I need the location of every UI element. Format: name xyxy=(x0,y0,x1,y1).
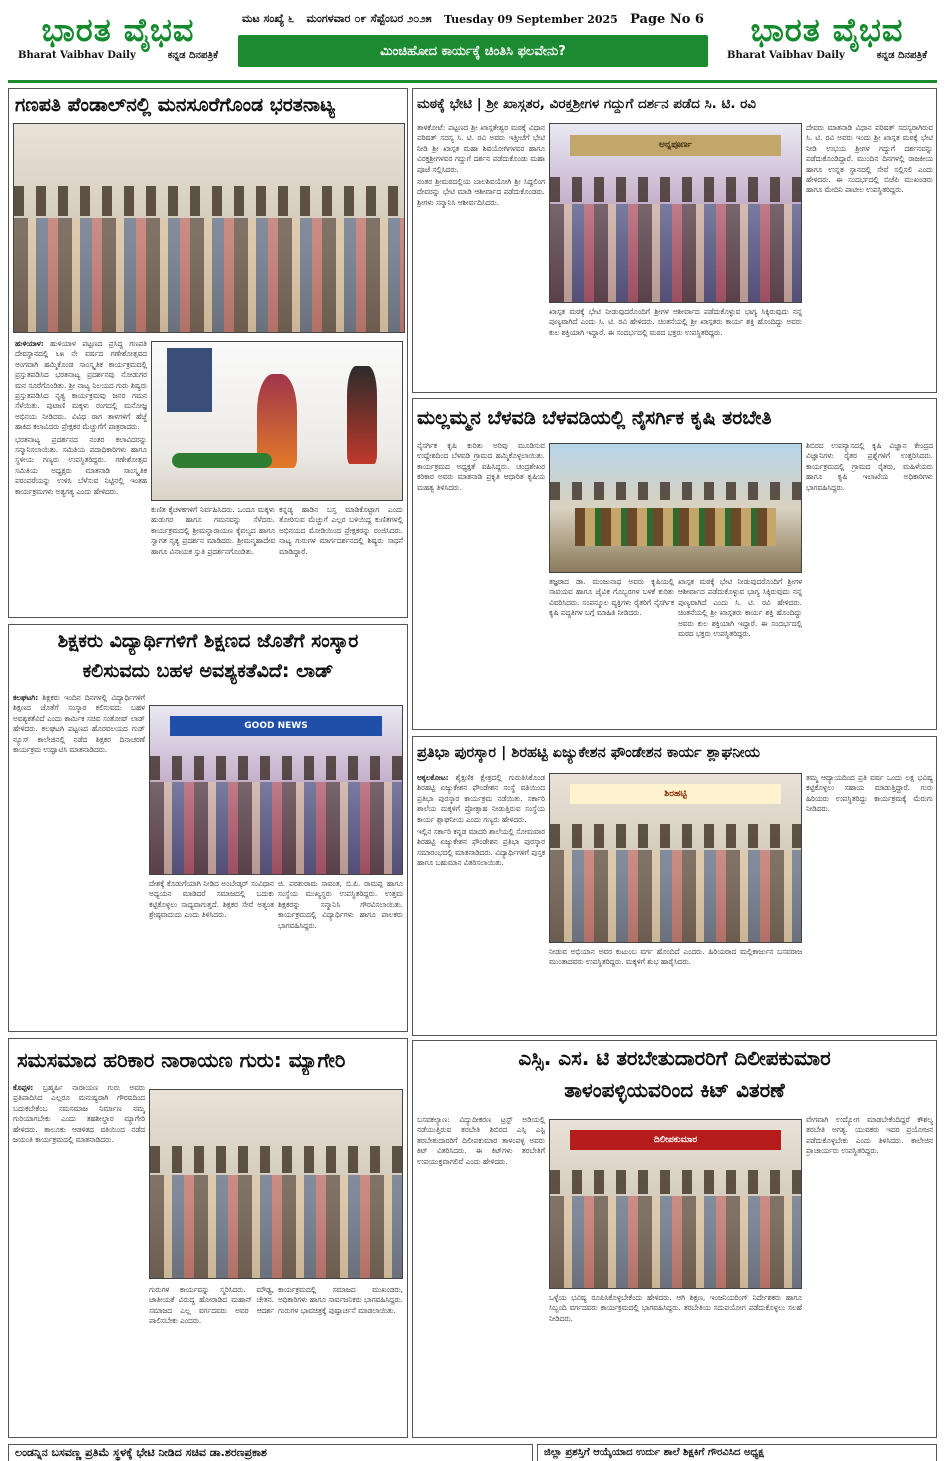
brand-kannada-sub: ಕನ್ನಡ ದಿನಪತ್ರಿಕೆ xyxy=(876,50,927,61)
group-photo xyxy=(13,123,405,333)
article-headline: ಮಠಕ್ಕೆ ಭೇಟಿ | ಶ್ರೀ ಖಾಸ್ಗತರ, ವಿರಕ್ತಶ್ರೀಗಳ ಗದ್ದುಗೆ ದರ್ಶನ ಪಡೆದ ಸಿ. ಟಿ. ರವಿ xyxy=(417,96,757,112)
article-headline: ಶಿಕ್ಷಕರು ವಿದ್ಯಾರ್ಥಿಗಳಿಗೆ ಶಿಕ್ಷಣದ ಜೊತೆಗೆ ಸಂಸ್ಕಾರ xyxy=(57,630,359,652)
article-headline-line2: ತಾಳಂಪಳ್ಳಿಯವರಿಂದ ಕಿಟ್ ವಿತರಣೆ xyxy=(564,1078,785,1102)
article-basavanna-main xyxy=(8,1444,533,1461)
masthead-rule xyxy=(8,80,937,83)
article-headline: ಗಣಪತಿ ಪೆಂಡಾಲ್‌ನಲ್ಲಿ ಮನಸೂರೆಗೊಂಡ ಭರತನಾಟ್ಯ xyxy=(15,94,336,116)
brand-name: ಭಾರತ ವೈಭವ xyxy=(41,11,195,49)
article-ct-ravi-visit xyxy=(412,88,937,393)
article-headline: ಪ್ರತಿಭಾ ಪುರಸ್ಕಾರ | ಶಿರಹಟ್ಟಿ ಏಜ್ಯುಕೇಶನ ಫೌಂಡೇಶನ ಕಾರ್ಯ ಶ್ಲಾಘನೀಯ xyxy=(417,745,761,761)
dateline: ಕಲಘಟಗಿ: xyxy=(13,693,39,702)
dance-photo xyxy=(151,341,403,501)
article-body: ಅಕ್ಕಲಕೋಟ: ಶೈಕ್ಷಣಿಕ ಕ್ಷೇತ್ರದಲ್ಲಿ ಗುರುತಿಸಿಕೊಂಡ ಶಿರಹಟ್ಟಿ ಏಜ್ಯುಕೇಶನ ಫೌಂಡೇಶನ ಸಂಸ್ಥೆ ವತಿಯಿಂದ ಪ್ರತಿಭಾ ಪುರಸ್ಕಾರ ಕಾರ್ಯಕ್ರಮ ನಡೆಯಿತು. ಸರ್ಕಾರಿ ಶಾಲೆಯ ಮಕ್ಕಳಿಗೆ ಪ್ರೋತ್ಸಾಹ ನೀಡುತ್ತಿರುವ ಸಂಸ್ಥೆಯ ಕಾರ್ಯ ಶ್ಲಾಘನೀಯ ಎಂದು ಗಣ್ಯರು ಹೇಳಿದರು. ಇಲ್ಲಿನ ಸರ್ಕಾರಿ ಕನ್ನಡ ಮಾದರಿ ಶಾಲೆಯಲ್ಲಿ ಸೋಮವಾರ ಶಿರಹಟ್ಟಿ ಏಜ್ಯುಕೇಶನ ಫೌಂಡೇಶನ ಪ್ರತಿಭಾ ಪುರಸ್ಕಾರ ಸಮಾರಂಭದಲ್ಲಿ ಮಾತನಾಡಿದರು. ವಿದ್ಯಾರ್ಥಿಗಳಿಗೆ ಪುಸ್ತಕ ಹಾಗೂ ಬಹುಮಾನ ವಿತರಿಸಲಾಯಿತು. xyxy=(417,773,545,868)
article-body: ಕಲಘಟಗಿ: ಶಿಕ್ಷಕರು ಇಂದಿನ ದಿನಗಳಲ್ಲಿ ವಿದ್ಯಾರ್ಥಿಗಳಿಗೆ ಶಿಕ್ಷಣದ ಜೊತೆಗೆ ಸಂಸ್ಕಾರ ಕಲಿಸುವದು ಬಹಳ ಅವಶ್ಯಕತೆವಿದೆ ಎಂದು ಕಾರ್ಮಿಕ ಸಚಿವ ಸಂತೋಷ್ ಲಾಡ್ ಹೇಳಿದರು. ಕಲಘಟಗಿ ಪಟ್ಟಣದ ಹೊರವಲಯದ ಗುಡ್ ನ್ಯೂಸ್ ಕಾಲೇಜಿನಲ್ಲಿ ನಡೆದ ಶಿಕ್ಷಕರ ದಿನಾಚರಣೆ ಕಾರ್ಯಕ್ರಮ ಉದ್ಘಾಟಿಸಿ ಮಾತನಾಡಿದರು. xyxy=(13,693,145,755)
page-number: Page No 6 xyxy=(630,11,704,27)
article-body: ಹುಳಿಯಾಳ: ಹುಳಿಯಾಳ ಪಟ್ಟಣದ ಪ್ರಸಿದ್ಧ ಗಣಪತಿ ದೇವಸ್ಥಾನದಲ್ಲಿ ೬೫ ನೇ ವರ್ಷದ ಗಣೇಶೋತ್ಸವದ ಅಂಗವಾಗಿ ಹಮ್ಮಿಕೊಂಡ ಸಾಂಸ್ಕೃತಿಕ ಕಾರ್ಯಕ್ರಮದಲ್ಲಿ ಪ್ರಸ್ತುತಪಡಿಸಿದ ಭರತನಾಟ್ಯ ಪ್ರದರ್ಶನವು ನೋಡುಗರ ಮನ ಸೂರೆಗೊಂಡಿತು. ಶ್ರೀ ನಾಟ್ಯ ನಿಲಯದ ಗುರು ಶಿಷ್ಯರು ಪ್ರಸ್ತುತಪಡಿಸಿದ ನೃತ್ಯ ಕಾರ್ಯಕ್ರಮವು ಜನರ ಗಮನ ಸೆಳೆಯಿತು. ಪುಟಾಣಿ ಮಕ್ಕಳು ರಂಗದಲ್ಲಿ ಮನೋಜ್ಞ ಅಭಿನಯ ನೀಡಿದರು. ವಿವಿಧ ರಾಗ ತಾಳಗಳಿಗೆ ಹೆಜ್ಜೆ ಹಾಕಿದ ಕಲಾವಿದರು ಪ್ರೇಕ್ಷಕರ ಮೆಚ್ಚುಗೆಗೆ ಪಾತ್ರರಾದರು. ಭರತನಾಟ್ಯ ಪ್ರದರ್ಶನದ ನಂತರ ಕಲಾವಿದರನ್ನು ಸನ್ಮಾನಿಸಲಾಯಿತು. ಸಮಿತಿಯ ಪದಾಧಿಕಾರಿಗಳು ಹಾಗೂ ಸ್ಥಳೀಯ ಗಣ್ಯರು ಉಪಸ್ಥಿತರಿದ್ದರು. ಗಣೇಶೋತ್ಸವ ಸಮಿತಿಯ ಅಧ್ಯಕ್ಷರು ಮಾತನಾಡಿ ಸಾಂಸ್ಕೃತಿಕ ಪರಂಪರೆಯನ್ನು ಉಳಿಸಿ ಬೆಳೆಸುವ ನಿಟ್ಟಿನಲ್ಲಿ ಇಂತಹ ಕಾರ್ಯಕ್ರಮಗಳು ಅತ್ಯಗತ್ಯ ಎಂದು ಹೇಳಿದರು. xyxy=(15,339,147,496)
article-body: ಬಸವಕಲ್ಯಾಣ: ವಿದ್ಯುದೀಕರಣ ಟ್ರಸ್ಟ್ ಅಡಿಯಲ್ಲಿ ನಡೆಯುತ್ತಿರುವ ತರಬೇತಿ ಶಿಬಿರದ ಎಸ್ಸಿ ಎಸ್ಟಿ ತರಬೇತುದಾರರಿಗೆ ದಿಲೀಪಕುಮಾರ ತಾಳಂಪಳ್ಳಿ ಅವರು ಕಿಟ್ ವಿತರಿಸಿದರು. ಈ ಕಿಟ್‌ಗಳು ತರಬೇತಿಗೆ ಉಪಯುಕ್ತವಾಗಲಿವೆ ಎಂದು ಹೇಳಿದರು. xyxy=(417,1115,545,1166)
article-headline-line2: ಕಲಿಸುವದು ಬಹಳ ಅವಶ್ಯಕತೆವಿದೆ: ಲಾಡ್ xyxy=(82,660,334,682)
event-photo: ಅನ್ನಪೂರ್ಣ xyxy=(549,123,802,303)
article-body: ನೀಡುವ ಅಭಿಯಾನ ಅವರ ಕುಟುಂಬ ವರ್ಗ ಹೊಂದಿದೆ ಎಂದರು. ಹಿರಿಯರಾದ ಮಲ್ಲಿಕಾರ್ಜುನ ಬಸವರಾಜ ಮುಂತಾದವರು ಉಪಸ್ಥಿತರಿದ್ದರು. ಮಕ್ಕಳಿಗೆ ಶುಭ ಹಾರೈಸಿದರು. xyxy=(549,947,802,967)
article-body: ಜಿ. ಪರಶುರಾಮ ಸಾವಂತ, ಬಿ.ಪಿ. ರಾಮಪ್ಪ ಹಾಗೂ ಸಂಸ್ಥೆಯ ಮುಖ್ಯಸ್ಥರು ಉಪಸ್ಥಿತರಿದ್ದರು. ಉತ್ತಮ ಶಿಕ್ಷಕರನ್ನು ಸನ್ಮಾನಿಸಿ ಗೌರವಿಸಲಾಯಿತು. ಕಾರ್ಯಕ್ರಮದಲ್ಲಿ ವಿದ್ಯಾರ್ಥಿಗಳು ಹಾಗೂ ಪಾಲಕರು ಭಾಗವಹಿಸಿದ್ದರು. xyxy=(278,879,403,930)
photo-banner: GOOD NEWS xyxy=(170,716,382,736)
article-headline: ಲಂಡನ್ನಿನ ಬಸವಣ್ಣ ಪ್ರತಿಮೆ ಸ್ಥಳಕ್ಕೆ ಭೇಟಿ ನೀಡಿದ ಸಚಿವ ಡಾ.ಶರಣಪ್ರಕಾಶ xyxy=(15,1446,267,1459)
article-body: ದೇಶಕ್ಕೆ ಕೊಡುಗೆಯಾಗಿ ನೀಡಿದ ಅಂಬೇಡ್ಕರ್ ಸಂವಿಧಾನ ಅಧ್ಯಯನ ಮಾಡಿದರೆ ಸಮಾಜದಲ್ಲಿ ಬದುಕು ಕಟ್ಟಿಕೊಳ್ಳಲು ಸಾಧ್ಯವಾಗುತ್ತದೆ. ಶಿಕ್ಷಕರ ಸೇವೆ ಅತ್ಯಂತ ಶ್ರೇಷ್ಠವಾದುದು ಎಂದು ತಿಳಿಸಿದರು. xyxy=(149,879,274,920)
jayanti-photo xyxy=(149,1089,403,1279)
masthead-logo-right xyxy=(717,10,937,76)
article-bharatanatya xyxy=(8,88,408,618)
article-body: ಕಾರ್ಯಕ್ರಮದಲ್ಲಿ ಸಮಾಜದ ಮುಖಂಡರು, ಅಧಿಕಾರಿಗಳು ಹಾಗೂ ಸಾರ್ವಜನಿಕರು ಭಾಗವಹಿಸಿದ್ದರು. ಗುರುಗಳ ಭಾವಚಿತ್ರಕ್ಕೆ ಪುಷ್ಪಾರ್ಚನೆ ಮಾಡಲಾಯಿತು. xyxy=(278,1285,403,1315)
dateline: ಕೊಪ್ಪಳ: xyxy=(13,1083,34,1092)
article-body: ತಾಳಿಕೋಟೆ: ಪಟ್ಟಣದ ಶ್ರೀ ಖಾಸ್ಗತೇಶ್ವರ ಮಠಕ್ಕೆ ವಿಧಾನ ಪರಿಷತ್ ಸದಸ್ಯ ಸಿ. ಟಿ. ರವಿ ಅವರು ಇತ್ತೀಚೆಗೆ ಭೇಟಿ ನೀಡಿ ಶ್ರೀ ಖಾಸ್ಗತ ಮಹಾ ಶಿವಯೋಗಿಗಳವರ ಹಾಗೂ ವಿರಕ್ತಶ್ರೀಗಳವರ ಗದ್ದುಗೆ ದರ್ಶನ ಪಡೆದುಕೊಂಡು ಮಹಾ ಪೂಜೆ ಸಲ್ಲಿಸಿದರು. ನಂತರ ಶ್ರೀಮಠದಲ್ಲಿಯ ಬಾಲಶಿವಯೋಗಿ ಶ್ರೀ ಸಿದ್ದಲಿಂಗ ದೇವರನ್ನು ಭೇಟಿ ಮಾಡಿ ಆಶೀರ್ವಾದ ಪಡೆದುಕೊಂಡರು. ಶ್ರೀಗಳು ಸನ್ಮಾನಿಸಿ ಆಶೀರ್ವದಿಸಿದರು. xyxy=(417,123,545,207)
article-body: ದೇವರು ಮಾತನಾಡಿ ವಿಧಾನ ಪರಿಷತ್ ಸದಸ್ಯರಾಗಿರುವ ಸಿ. ಟಿ. ರವಿ ಅವರು ಇಂದು ಶ್ರೀ ಖಾಸ್ಗತ ಮಠಕ್ಕೆ ಭೇಟಿ ನೀಡಿ ಉಭಯ ಶ್ರೀಗಳ ಗದ್ದುಗೆ ದರ್ಶನವನ್ನು ಪಡೆದುಕೊಂಡಿದ್ದಾರೆ. ಮುಂದಿನ ದಿನಗಳಲ್ಲಿ ರಾಜಕೀಯ ಹಾಗೂ ಉನ್ನತ ಸ್ಥಾನದಲ್ಲಿ ಸೇವೆ ಸಲ್ಲಿಸಲಿ ಎಂದು ಹೇಳಿದರು. ಈ ಸಂದರ್ಭದಲ್ಲಿ ಬಿಜೆಪಿ ಮುಖಂಡರು ಹಾಗೂ ಮೇದಿನಿ ಪಾಟೀಲ ಉಪಸ್ಥಿತರಿದ್ದರು. xyxy=(806,123,933,195)
article-body: ಖಾಸ್ಗತ ಮಠಕ್ಕೆ ಭೇಟಿ ನೀಡುವುದರೊಂದಿಗೆ ಶ್ರೀಗಳ ಆಶೀರ್ವಾದ ಪಡೆದುಕೊಳ್ಳುವ ಭಾಗ್ಯ ಸಿಕ್ಕಿರುವುದು ನನ್ನ ಪುಣ್ಯವಾಗಿದೆ ಎಂದು ಸಿ. ಟಿ. ರವಿ ಹೇಳಿದರು. ಚಿಂತನೆಯಲ್ಲಿ ಶ್ರೀ ಖಾಸ್ಗತರು ಕಾರ್ಯ ಶಕ್ತಿ ಹೊಂದಿದ್ದು ಅವರು ಕುಲ ಶಕ್ತಿಯಾಗಿ ಇದ್ದಾರೆ. ಈ ಸಂದರ್ಭದಲ್ಲಿ ಮಠದ ಭಕ್ತರು ಉಪಸ್ಥಿತರಿದ್ದರು. xyxy=(678,577,802,639)
dateline: ಅಕ್ಕಲಕೋಟ: xyxy=(417,773,449,782)
article-body: ಖಾಸ್ಗತ ಮಠಕ್ಕೆ ಭೇಟಿ ನೀಡುವುದರೊಂದಿಗೆ ಶ್ರೀಗಳ ಆಶೀರ್ವಾದ ಪಡೆದುಕೊಳ್ಳುವ ಭಾಗ್ಯ ಸಿಕ್ಕಿರುವುದು ನನ್ನ ಪುಣ್ಯವಾಗಿದೆ ಎಂದು ಸಿ. ಟಿ. ರವಿ ಹೇಳಿದರು. ಚಿಂತನೆಯಲ್ಲಿ ಶ್ರೀ ಖಾಸ್ಗತರು ಕಾರ್ಯ ಶಕ್ತಿ ಹೊಂದಿದ್ದು ಅವರು ಕುಲ ಶಕ್ತಿಯಾಗಿ ಇದ್ದಾರೆ. ಈ ಸಂದರ್ಭದಲ್ಲಿ ಮಠದ ಭಕ್ತರು ಉಪಸ್ಥಿತರಿದ್ದರು. xyxy=(549,307,802,337)
kit-photo: ದಿಲೀಪಕುಮಾರ xyxy=(549,1119,802,1289)
article-body: ತಮ್ಮ ಆದ್ಯಾಯದಿಂದ ಪ್ರತಿ ವರ್ಷ ಒಂದು ಲಕ್ಷ ಭವಿಷ್ಯ ಕಟ್ಟಿಕೊಳ್ಳಲು ಸಹಾಯ ಮಾಡುತ್ತಿದ್ದಾರೆ. ಗುರು ಹಿರಿಯರು ಉಪಸ್ಥಿತರಿದ್ದು ಕಾರ್ಯಕ್ರಮಕ್ಕೆ ಮೆರುಗು ನೀಡಿದರು. xyxy=(806,773,933,814)
award-photo xyxy=(149,705,403,875)
tagline-banner: ಮಿಂಚಿಹೋದ ಕಾರ್ಯಕ್ಕೆ ಚಿಂತಿಸಿ ಫಲವೇನು? xyxy=(238,35,708,67)
date-kannada: ಮಂಗಳವಾರ ೦೯ ಸೆಪ್ಟೆಂಬರ ೨೦೨೫ xyxy=(306,12,432,25)
article-pratibha-puraskara xyxy=(412,736,937,1036)
students-photo: ಶಿರಹಟ್ಟಿ xyxy=(549,773,802,943)
article-headline: ಜಿಲ್ಲಾ ಪ್ರಶಸ್ತಿಗೆ ಆಯ್ಕೆಯಾದ ಉರ್ದು ಶಾಲೆ ಶಿಕ್ಷಕಿಗೆ ಗೌರವಿಸಿದ ಅಧ್ಯಕ್ಷ xyxy=(544,1447,764,1458)
article-natural-farming xyxy=(412,398,937,730)
article-narayana-guru xyxy=(8,1038,408,1438)
article-body: ತಜ್ಞರಾದ ಡಾ. ಮಂಜುನಾಥ ಅವರು ಕೃಷಿಯಲ್ಲಿ ಸಾವಯವ ಹಾಗೂ ಜೈವಿಕ ಗೊಬ್ಬರಗಳ ಬಳಕೆ ಕುರಿತು ವಿವರಿಸಿದರು. ಸಂಪನ್ಮೂಲ ವ್ಯಕ್ತಿಗಳು ರೈತರಿಗೆ ನೈಸರ್ಗಿಕ ಕೃಷಿ ಪದ್ಧತಿಗಳ ಬಗ್ಗೆ ಮಾಹಿತಿ ನೀಡಿದರು. xyxy=(549,577,674,618)
training-photo xyxy=(549,443,802,573)
date-english: Tuesday 09 September 2025 xyxy=(443,12,618,26)
article-headline: ಸಮಸಮಾದ ಹರಿಕಾರ ನಾರಾಯಣ ಗುರು: ಮ್ಯಾಗೇರಿ xyxy=(17,1048,346,1072)
article-teachers-lad xyxy=(8,624,408,1032)
article-body: ಕೊಪ್ಪಳ: ಬ್ರಹ್ಮರ್ಷಿ ನಾರಾಯಣ ಗುರು ಅವರು ಪ್ರತಿಪಾದಿಸಿದ ಎಲ್ಲರೂ ಮನುಷ್ಯರಾಗಿ ಗೌರವದಿಂದ ಬದುಕಬೇಕೆಂಬ ಸಮಸಮಾಜ ನಿರ್ಮಾಣ ನಮ್ಮ ಗುರಿಯಾಗಬೇಕು ಎಂದು ತಹಶೀಲ್ದಾರ ಮ್ಯಾಗೇರಿ ಹೇಳಿದರು. ತಾಲೂಕು ಆಡಳಿತದ ವತಿಯಿಂದ ನಡೆದ ಜಯಂತಿ ಕಾರ್ಯಕ್ರಮದಲ್ಲಿ ಮಾತನಾಡಿದರು. xyxy=(13,1083,145,1145)
dateline-bar xyxy=(238,9,708,29)
article-urdu-teacher-main xyxy=(537,1444,937,1461)
brand-english: Bharat Vaibhav Daily xyxy=(727,50,845,61)
brand-kannada-sub: ಕನ್ನಡ ದಿನಪತ್ರಿಕೆ xyxy=(167,50,218,61)
article-body: ಕುಣಿತ ಕೈಚಳಕಗಳಿಗೆ ನಿರ್ವಹಿಸಿದರು. ಒಂದೂ ಮಕ್ಕಳು ಹುಡುಗರ ಹಾಗೂ ಗಮನವನ್ನು ಸೆಳೆದರು. ಕಾರ್ಯಕ್ರಮದಲ್ಲಿ ಶ್ರೀಮನ್ನಾರಾಯಣ ಕೈವಲ್ಯದ ಹಾಗೂ ಸ್ವಾಗತ ನೃತ್ಯ ಪ್ರದರ್ಶನ ಮಾಡಿದರು. ಶ್ರೀಮನ್ಮಹಾದೇವ ಹಾಗೂ ವಿನಾಯಕ ಸ್ತುತಿ ಪ್ರದರ್ಶನಗೊಂಡಿತು. xyxy=(151,505,275,556)
article-body: ವೇಗವಾಗಿ ಉದ್ಯೋಗ ಮಾಡಬೇಕೆಂದಿದ್ದರೆ ಕೌಶಲ್ಯ ತರಬೇತಿ ಅಗತ್ಯ. ಯುವಕರು ಇದರ ಪ್ರಯೋಜನ ಪಡೆದುಕೊಳ್ಳಬೇಕು ಎಂದು ತಿಳಿಸಿದರು. ಕಾಲೇಜಿನ ಪ್ರಾಚಾರ್ಯರು ಉಪಸ್ಥಿತರಿದ್ದರು. xyxy=(806,1115,933,1156)
brand-name: ಭಾರತ ವೈಭವ xyxy=(750,11,904,49)
article-headline: ಮಲ್ಲಮ್ಮನ ಬೆಳವಡಿ ಬೆಳವಡಿಯಲ್ಲಿ ನೈಸರ್ಗಿಕ ಕೃಷಿ ತರಬೇತಿ xyxy=(417,407,772,429)
masthead-logo-left xyxy=(8,10,228,76)
article-kit-distribution xyxy=(412,1040,937,1438)
article-headline: ಎಸ್ಸಿ. ಎಸ. ಟಿ ತರಬೇತುದಾರರಿಗೆ ದಿಲೀಪಕುಮಾರ xyxy=(518,1046,831,1070)
article-body: ಕನ್ನಡ್ಯ ಹಾಡಿನ ಬಸ್ತ ಮಾಡಿಕೊಟ್ಟಾಗ ಎಂದು ತೋರಿಸುವ ಮೆಚ್ಚುಗೆ ಎಲ್ಲರ ಬಳಿಯಿದ್ದ ಕುಣಿತಗಳಲ್ಲಿ ಅಭಿನಯದ ಮೋಡಿಯಿಂದ ಪ್ರೇಕ್ಷಕರನ್ನು ರಂಜಿಸಿದರು. ನಾಟ್ಯ ಗುರುಗಳ ಮಾರ್ಗದರ್ಶನದಲ್ಲಿ ಶಿಷ್ಯರು ಸಾಧನೆ ಮಾಡಿದ್ದಾರೆ. xyxy=(279,505,403,556)
article-body: ಒಳ್ಳೆಯ ಭವಿಷ್ಯ ರೂಪಿಸಿಕೊಳ್ಳಬೇಕೆಂದು ಹೇಳಿದರು. ಆಗಿ ಶಿಕ್ಷಣ, ಇಂಜನಿಯರಿಂಗ್ ನಿರ್ದೇಶಕರು ಹಾಗೂ ಸಿಬ್ಬಂದಿ ವರ್ಗದವರು ಕಾರ್ಯಕ್ರಮದಲ್ಲಿ ಭಾಗವಹಿಸಿದ್ದರು. ತರಬೇತಿಯ ಸದುಪಯೋಗ ಪಡೆದುಕೊಳ್ಳಲು ಸಲಹೆ ನೀಡಿದರು. xyxy=(549,1293,802,1323)
dateline: ಹುಳಿಯಾಳ: xyxy=(15,339,44,348)
brand-english: Bharat Vaibhav Daily xyxy=(18,50,136,61)
article-body: ಶಿಬಿರದ ಉಪನ್ಯಾಸದಲ್ಲಿ ಕೃಷಿ ವಿಜ್ಞಾನ ಕೇಂದ್ರದ ವಿಜ್ಞಾನಿಗಳು ರೈತರ ಪ್ರಶ್ನೆಗಳಿಗೆ ಉತ್ತರಿಸಿದರು. ಕಾರ್ಯಕ್ರಮದಲ್ಲಿ ಗ್ರಾಮದ ರೈತರು, ಮಹಿಳೆಯರು ಹಾಗೂ ಕೃಷಿ ಇಲಾಖೆಯ ಅಧಿಕಾರಿಗಳು ಭಾಗವಹಿಸಿದ್ದರು. xyxy=(806,441,933,492)
issue-number: ಮಟ ಸಂಖ್ಯೆ ೬ xyxy=(242,12,295,25)
article-body: ನೈಸರ್ಗಿಕ ಕೃಷಿ ಕುರಿತು ಅರಿವು ಮೂಡಿಸುವ ಉದ್ದೇಶದಿಂದ ಬೆಳವಡಿ ಗ್ರಾಮದ ಹಮ್ಮಿಕೊಳ್ಳಲಾಯಿತು. ಕಾರ್ಯಕ್ರಮದ ಅಧ್ಯಕ್ಷತೆ ವಹಿಸಿದ್ದರು. ಚಂದ್ರಶೇಖರ ಕರಿಕಾರ ಅವರು ಮಾತನಾಡಿ ಪ್ರಕೃತಿ ಆಧಾರಿತ ಕೃಷಿಯ ಮಹತ್ವ ತಿಳಿಸಿದರು. xyxy=(417,441,545,492)
article-body: ಗುರುಗಳ ಕಾರ್ಯವನ್ನು ಸ್ಮರಿಸಿದರು. ಮೌಢ್ಯ, ಜಾತೀಯತೆ ವಿರುದ್ಧ ಹೋರಾಡಿದ ಮಹಾನ್ ಚೇತನ. ಸಮಾಜದ ಎಲ್ಲ ವರ್ಗದವರು ಅವರ ಆದರ್ಶ ಪಾಲಿಸಬೇಕು ಎಂದರು. xyxy=(149,1285,274,1326)
masthead xyxy=(0,0,945,80)
